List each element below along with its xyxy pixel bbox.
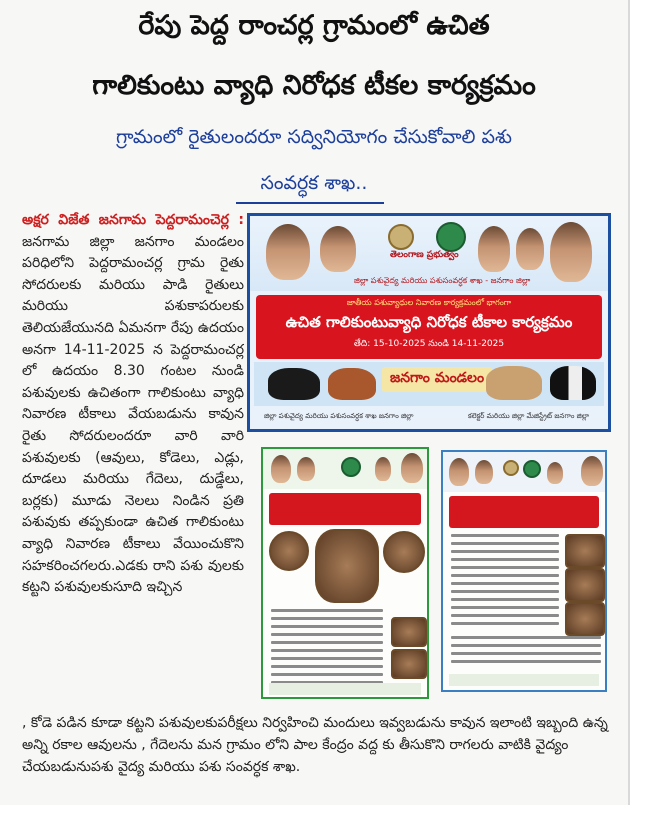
leader-photo bbox=[449, 458, 469, 486]
article-body bbox=[22, 210, 244, 599]
mini-poster-text bbox=[271, 609, 383, 689]
subheadline-underline bbox=[236, 202, 384, 204]
leader-photo bbox=[547, 462, 563, 484]
disease-photo bbox=[565, 534, 605, 568]
disease-photo bbox=[383, 531, 425, 573]
state-seal bbox=[436, 222, 466, 252]
mini-poster-text bbox=[451, 534, 559, 630]
leader-photo bbox=[320, 226, 356, 272]
article-tail-text: , కోడె పడిన కూడా కట్టని పశువులకుపరీక్షలు నిర్వహించి మందులు ఇవ్వబడును కావున ఇలాంటి ఇబ్బంది ఉన్న అన్ని రకాల ఆవులను , గేదెలను మన గ్రామం లోని పాల కేంద్రం వద్ద కు తీసుకొని రాగలరు వాటికి వైద్యం చేయబడునుపశు వైద్య మరియు పశు సంవర్ధక శాఖ. bbox=[22, 715, 608, 775]
leader-photo bbox=[478, 226, 510, 272]
cattle-image bbox=[486, 366, 542, 400]
state-seal bbox=[341, 457, 361, 477]
state-seal bbox=[523, 460, 541, 478]
leader-photo bbox=[516, 228, 544, 270]
awareness-poster-left bbox=[261, 447, 429, 699]
disease-photo bbox=[565, 602, 605, 636]
subheadline-line-2: సంవర్ధక శాఖ.. bbox=[260, 172, 368, 194]
mini-poster-footer bbox=[449, 674, 599, 686]
poster-footer-left: జిల్లా పశువైద్య మరియు పశుసంవర్ధక శాఖ జనగాం జిల్లా bbox=[264, 412, 414, 420]
disease-photo bbox=[269, 531, 309, 571]
leader-photo bbox=[297, 457, 315, 481]
disease-photo bbox=[391, 617, 427, 647]
poster-band-top: జాతీయ పశువ్యాధుల నివారణ కార్యక్రమంలో భాగంగా bbox=[346, 298, 512, 307]
leader-photo bbox=[581, 456, 603, 486]
subheadline-line-1: గ్రామంలో రైతులందరూ సద్వినియోగం చేసుకోవాలి పశు bbox=[115, 126, 512, 148]
article-byline: అక్షర విజేత జనగామ పెద్దరామంచెర్ల : bbox=[22, 212, 244, 228]
article-body-text: జనగామ జిల్లా జనగాం మండలం పరిధిలోని పెద్దరామంచర్ల గ్రామ రైతు సోదరులకు మరియు పాడి రైతులు మరియు పశుకాపరులకు తెలియజేయునది ఏమనగా రేపు ఉదయం అనగా 14-11-2025 న పెద్దరామంచర్ల లో ఉదయం 8.30 గంటల నుండి పశువులకు ఉచితంగా గాలికుంటు వ్యాధి నివారణ టీకాలు వేయబడును కావున రైతు సోదరులందరూ వారి వారి పశువులకు (ఆవులు, కోడెలు, ఎడ్లు, దూడలు మరియు గేదెలు, దుడ్డేలు, బర్లకు) మూడు నెలలు నిండిన ప్రతి పశువుకు తప్పకుండా ఉచిత గాలికుంటు వ్యాధి నివారణ టీకాలు వేయించుకొని సహకరించగలరు.ఎడకు రాని పశు వులకు కట్టని పశువులకుసూది ఇచ్చిన bbox=[22, 233, 244, 596]
awareness-poster-right bbox=[441, 450, 607, 692]
leader-photo bbox=[475, 460, 493, 484]
cattle-image bbox=[550, 366, 596, 400]
mini-poster-footer bbox=[269, 683, 421, 695]
disease-photo bbox=[565, 568, 605, 602]
cattle-image bbox=[268, 368, 320, 400]
poster-govt-label: తెలంగాణ ప్రభుత్వం bbox=[390, 250, 459, 260]
leader-photo bbox=[401, 453, 423, 483]
leader-photo bbox=[266, 224, 310, 280]
cattle-image bbox=[328, 368, 376, 400]
leader-photo bbox=[375, 457, 391, 481]
national-emblem bbox=[503, 460, 519, 476]
headline-line-1: రేపు పెద్ద రాంచర్ల గ్రామంలో ఉచిత bbox=[138, 10, 490, 41]
national-emblem bbox=[388, 224, 414, 250]
mini-poster-band bbox=[269, 493, 421, 525]
mini-poster-text bbox=[451, 636, 601, 668]
disease-photo bbox=[315, 529, 379, 603]
poster-footer-right: కలెక్టర్ మరియు జిల్లా మేజిస్ట్రేట్ జనగాం జిల్లా bbox=[468, 412, 590, 420]
poster-dept-label: జిల్లా పశువైద్య మరియు పశుసంవర్ధక శాఖ - జనగాం జిల్లా bbox=[354, 276, 531, 285]
leader-photo bbox=[550, 222, 592, 282]
mini-poster-band bbox=[449, 496, 599, 528]
poster-band-date: తేది: 15-10-2025 నుండి 14-11-2025 bbox=[353, 339, 505, 349]
headline-line-2: గాలికుంటు వ్యాధి నిరోధక టీకల కార్యక్రమం bbox=[92, 70, 536, 101]
poster-band-main: ఉచిత గాలికుంటువ్యాధి నిరోధక టీకాల కార్యక్రమం bbox=[285, 313, 573, 331]
disease-photo bbox=[391, 649, 427, 679]
leader-photo bbox=[271, 455, 291, 483]
vaccination-poster bbox=[247, 213, 611, 432]
poster-place-label: జనగాం మండలం bbox=[382, 367, 492, 392]
poster-title-band bbox=[256, 295, 602, 359]
